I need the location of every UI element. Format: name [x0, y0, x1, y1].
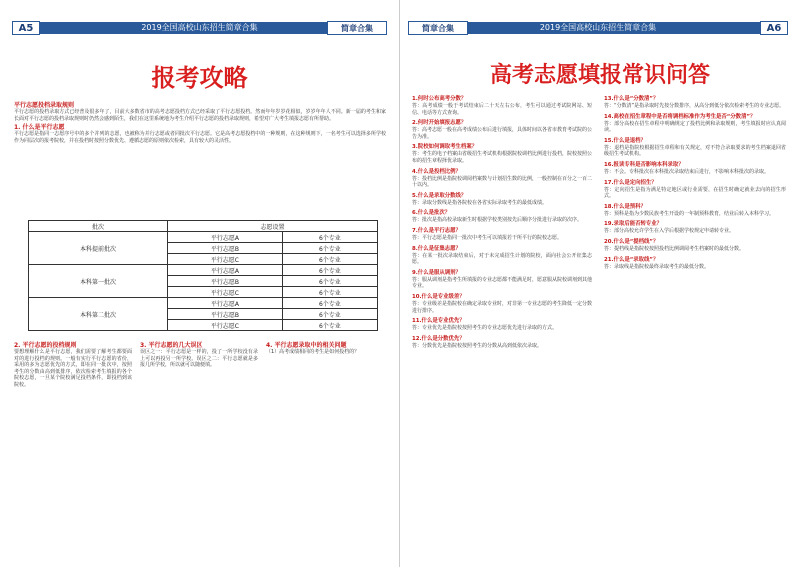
qa-answer: 答：部分高校在招生章程中明确规定了投档比例和录取规则，考生填报时应认真阅读。	[604, 120, 786, 134]
section-body: 误区之一：平行志愿是一样的，投了一所学校没有录上可以再投另一所学校。误区之二：平行志愿就是多报几所学校，所以就可以随便填。	[140, 349, 258, 369]
table-cell: 平行志愿C	[167, 287, 282, 298]
qa-answer: 答：在某一批次录取结束后，对于未完成招生计划的院校，面向社会公开征集志愿。	[412, 252, 592, 266]
qa-answer: 答：定向招生是指为满足特定地区或行业需要，在招生时确定就业去向的招生形式。	[604, 186, 786, 200]
schedule-table	[28, 220, 378, 331]
section-heading: 2. 平行志愿的投档规则	[14, 342, 77, 349]
table-cell: 平行志愿B	[167, 243, 282, 254]
qa-answer: 答：不会。专科批次在本科批次录取结束后进行，不影响本科批次的录取。	[604, 168, 770, 175]
table-cell: 平行志愿B	[167, 309, 282, 320]
qa-question: 10.什么是专业级差？	[412, 293, 465, 300]
qa-question: 1.何时公布高考分数？	[412, 96, 467, 102]
table-header-count: 志愿设置	[167, 221, 377, 232]
right-page	[400, 0, 800, 567]
qa-question: 9.什么是服从调剂？	[412, 269, 461, 276]
qa-question: 5.什么是录取分数线？	[412, 192, 467, 199]
qa-question: 13.什么是“分数清”？	[604, 96, 659, 102]
qa-answer: 答：专业级差是指院校在确定录取专业时，对非第一专业志愿的考生降低一定分数进行排序。	[412, 300, 592, 314]
right-page-number: A6	[760, 21, 788, 35]
qa-answer: 答：分数优先是指院校按照考生的分数从高到低依次录取。	[412, 342, 543, 349]
table-cell: 6个专业	[282, 243, 377, 254]
qa-question: 20.什么是“提档线”？	[604, 238, 659, 245]
qa-column-1	[412, 92, 592, 557]
qa-question: 7.什么是平行志愿？	[412, 227, 461, 234]
section-body: 要想理解什么是平行志愿，我们需要了解考生都要面对的进行投档的规则。一般有实行平行志愿的省份，采用的多为志愿优先的方式，即在同一批次中，按照考生的分数由高到低排序，依次检索考生填报的各个院校志愿，一旦某个院校满足投档条件，即投档到该院校。	[14, 349, 132, 388]
left-brand-logo: 简章合集	[327, 21, 387, 35]
right-brand-logo: 简章合集	[408, 21, 468, 35]
section-heading: 3. 平行志愿的几大误区	[140, 342, 203, 349]
qa-answer: 答：退档是指院校根据招生章程和有关规定，对不符合录取要求的考生档案退回省级招生考试机构。	[604, 144, 786, 158]
qa-question: 18.什么是预科？	[604, 203, 646, 210]
right-main-title: 高考志愿填报常识问答	[489, 62, 710, 88]
qa-answer: 答：高考成绩一般于考试结束后二十天左右公布，考生可以通过考试院网站、短信、电话等方式查询。	[412, 103, 592, 116]
qa-question: 19.录取后能否转专业？	[604, 221, 663, 228]
qa-answer: 答：“分数清”是指录取时先按分数排序，从高分到低分依次检索考生的专业志愿。	[604, 103, 785, 109]
qa-answer: 答：服从调剂是指考生所填报的专业志愿都不能满足时，愿意服从院校调剂到其他专业。	[412, 276, 592, 290]
qa-answer: 答：平行志愿是指同一批次中考生可以填报若干所平行的院校志愿。	[412, 234, 563, 241]
table-batch-cell: 本科提前批次	[29, 232, 168, 265]
left-lower-col-1	[14, 340, 132, 555]
qa-answer: 答：投档比例是指院校调阅档案数与计划招生数的比例，一般控制在百分之一百二十以内。	[412, 175, 592, 189]
table-cell: 6个专业	[282, 276, 377, 287]
qa-question: 3.院校如何调取考生档案？	[412, 144, 478, 151]
qa-question: 11.什么是专业优先？	[412, 318, 465, 325]
section-heading: 4. 平行志愿录取中的相关问题	[266, 342, 347, 349]
left-lower-col-2	[140, 340, 258, 555]
qa-answer: 答：批次是指高校录取新生时根据学校类别按先后顺序分批进行录取的次序。	[412, 217, 583, 224]
qa-answer: 答：提档线是指院校按照投档比例调阅考生档案时的最低分数。	[604, 245, 745, 252]
table-cell: 平行志愿A	[167, 265, 282, 276]
qa-question: 17.什么是定向招生？	[604, 179, 657, 186]
qa-answer: 答：高考志愿一般在高考成绩公布后进行填报，具体时间以各省市教育考试院的公告为准。	[412, 127, 592, 140]
qa-question: 15.什么是退档？	[604, 137, 646, 144]
left-page-number: A5	[12, 21, 40, 35]
left-header-bar	[12, 22, 387, 34]
section-body: 平行志愿是指同一志愿序号中的多个并列的志愿，也被称为并行志愿或者同批次平行志愿。它是高考志愿投档中的一种规则，在这种规则下，一名考生可以选择多所学校作为同层次的报考院校，并在投档时按照分数优先、遵循志愿的原则依次检索，具有较大的灵活性。	[14, 131, 386, 144]
qa-question: 6.什么是批次？	[412, 210, 451, 217]
qa-question: 12.什么是分数优先？	[412, 335, 465, 342]
table-cell: 6个专业	[282, 298, 377, 309]
table-cell: 6个专业	[282, 265, 377, 276]
qa-column-2	[604, 92, 786, 557]
qa-answer: 答：专业优先是指院校按照考生的专业志愿优先进行录取的方式。	[412, 325, 558, 332]
table-header-batch: 批次	[29, 221, 168, 232]
section-heading: 平行志愿投档录取规则	[14, 102, 75, 109]
table-cell: 6个专业	[282, 287, 377, 298]
left-upper-text	[14, 100, 386, 220]
table-cell: 6个专业	[282, 320, 377, 331]
table-cell: 6个专业	[282, 309, 377, 320]
qa-answer: 答：录取分数线是指各院校在各省实际录取考生的最低成绩。	[412, 199, 548, 206]
qa-answer: 答：录取线是指院校最终录取考生的最低分数。	[604, 263, 710, 270]
qa-question: 2.何时开始填报志愿？	[412, 120, 467, 127]
right-running-title: 2019全国高校山东招生简章合集	[539, 23, 657, 32]
table-cell: 平行志愿B	[167, 276, 282, 287]
table-cell: 6个专业	[282, 232, 377, 243]
qa-question: 8.什么是征集志愿？	[412, 245, 461, 252]
qa-question: 14.高校在招生章程中是否将调档标准作为考生是否“分数清”？	[604, 113, 756, 120]
section-body: 平行志愿的投档录取方式已经普及很多年了，目前大多数省市的高考志愿投档方式已经采取了平行志愿投档。然而年年岁岁花相似，岁岁年年人不同。新一届的考生和家长面对平行志愿的投档录取规则时仍然会感到陌生，我们在这里系统地为考生介绍平行志愿的投档录取规则，希望对广大考生填报志愿有所帮助。	[14, 109, 386, 122]
qa-question: 16.报读专科是否影响本科录取？	[604, 161, 684, 168]
table-cell: 平行志愿A	[167, 232, 282, 243]
table-cell: 平行志愿A	[167, 298, 282, 309]
qa-answer: 答：部分高校允许学生在入学后根据学校规定申请转专业。	[604, 228, 735, 235]
table-cell: 平行志愿C	[167, 320, 282, 331]
qa-answer: 答：预科是指为少数民族考生开设的一年制预科教育，结业后转入本科学习。	[604, 210, 775, 217]
section-body: （1）高考成绩相同的考生是如何投档的？	[266, 349, 360, 355]
right-header-bar	[408, 22, 788, 34]
left-lower-col-3	[266, 340, 386, 555]
left-running-title: 2019全国高校山东招生简章合集	[141, 23, 258, 32]
qa-question: 4.什么是投档比例？	[412, 168, 461, 175]
qa-answer: 答：考生的电子档案由省级招生考试机构根据院校调档比例进行投档，院校按照公布的招生章程择优录取。	[412, 151, 592, 164]
left-main-title: 报考攻略	[151, 63, 248, 92]
qa-question: 21.什么是“录取线”？	[604, 256, 659, 263]
table-batch-cell: 本科第一批次	[29, 265, 168, 298]
table-cell: 平行志愿C	[167, 254, 282, 265]
table-batch-cell: 本科第二批次	[29, 298, 168, 331]
section-heading: 1. 什么是平行志愿	[14, 124, 65, 132]
table-cell: 6个专业	[282, 254, 377, 265]
